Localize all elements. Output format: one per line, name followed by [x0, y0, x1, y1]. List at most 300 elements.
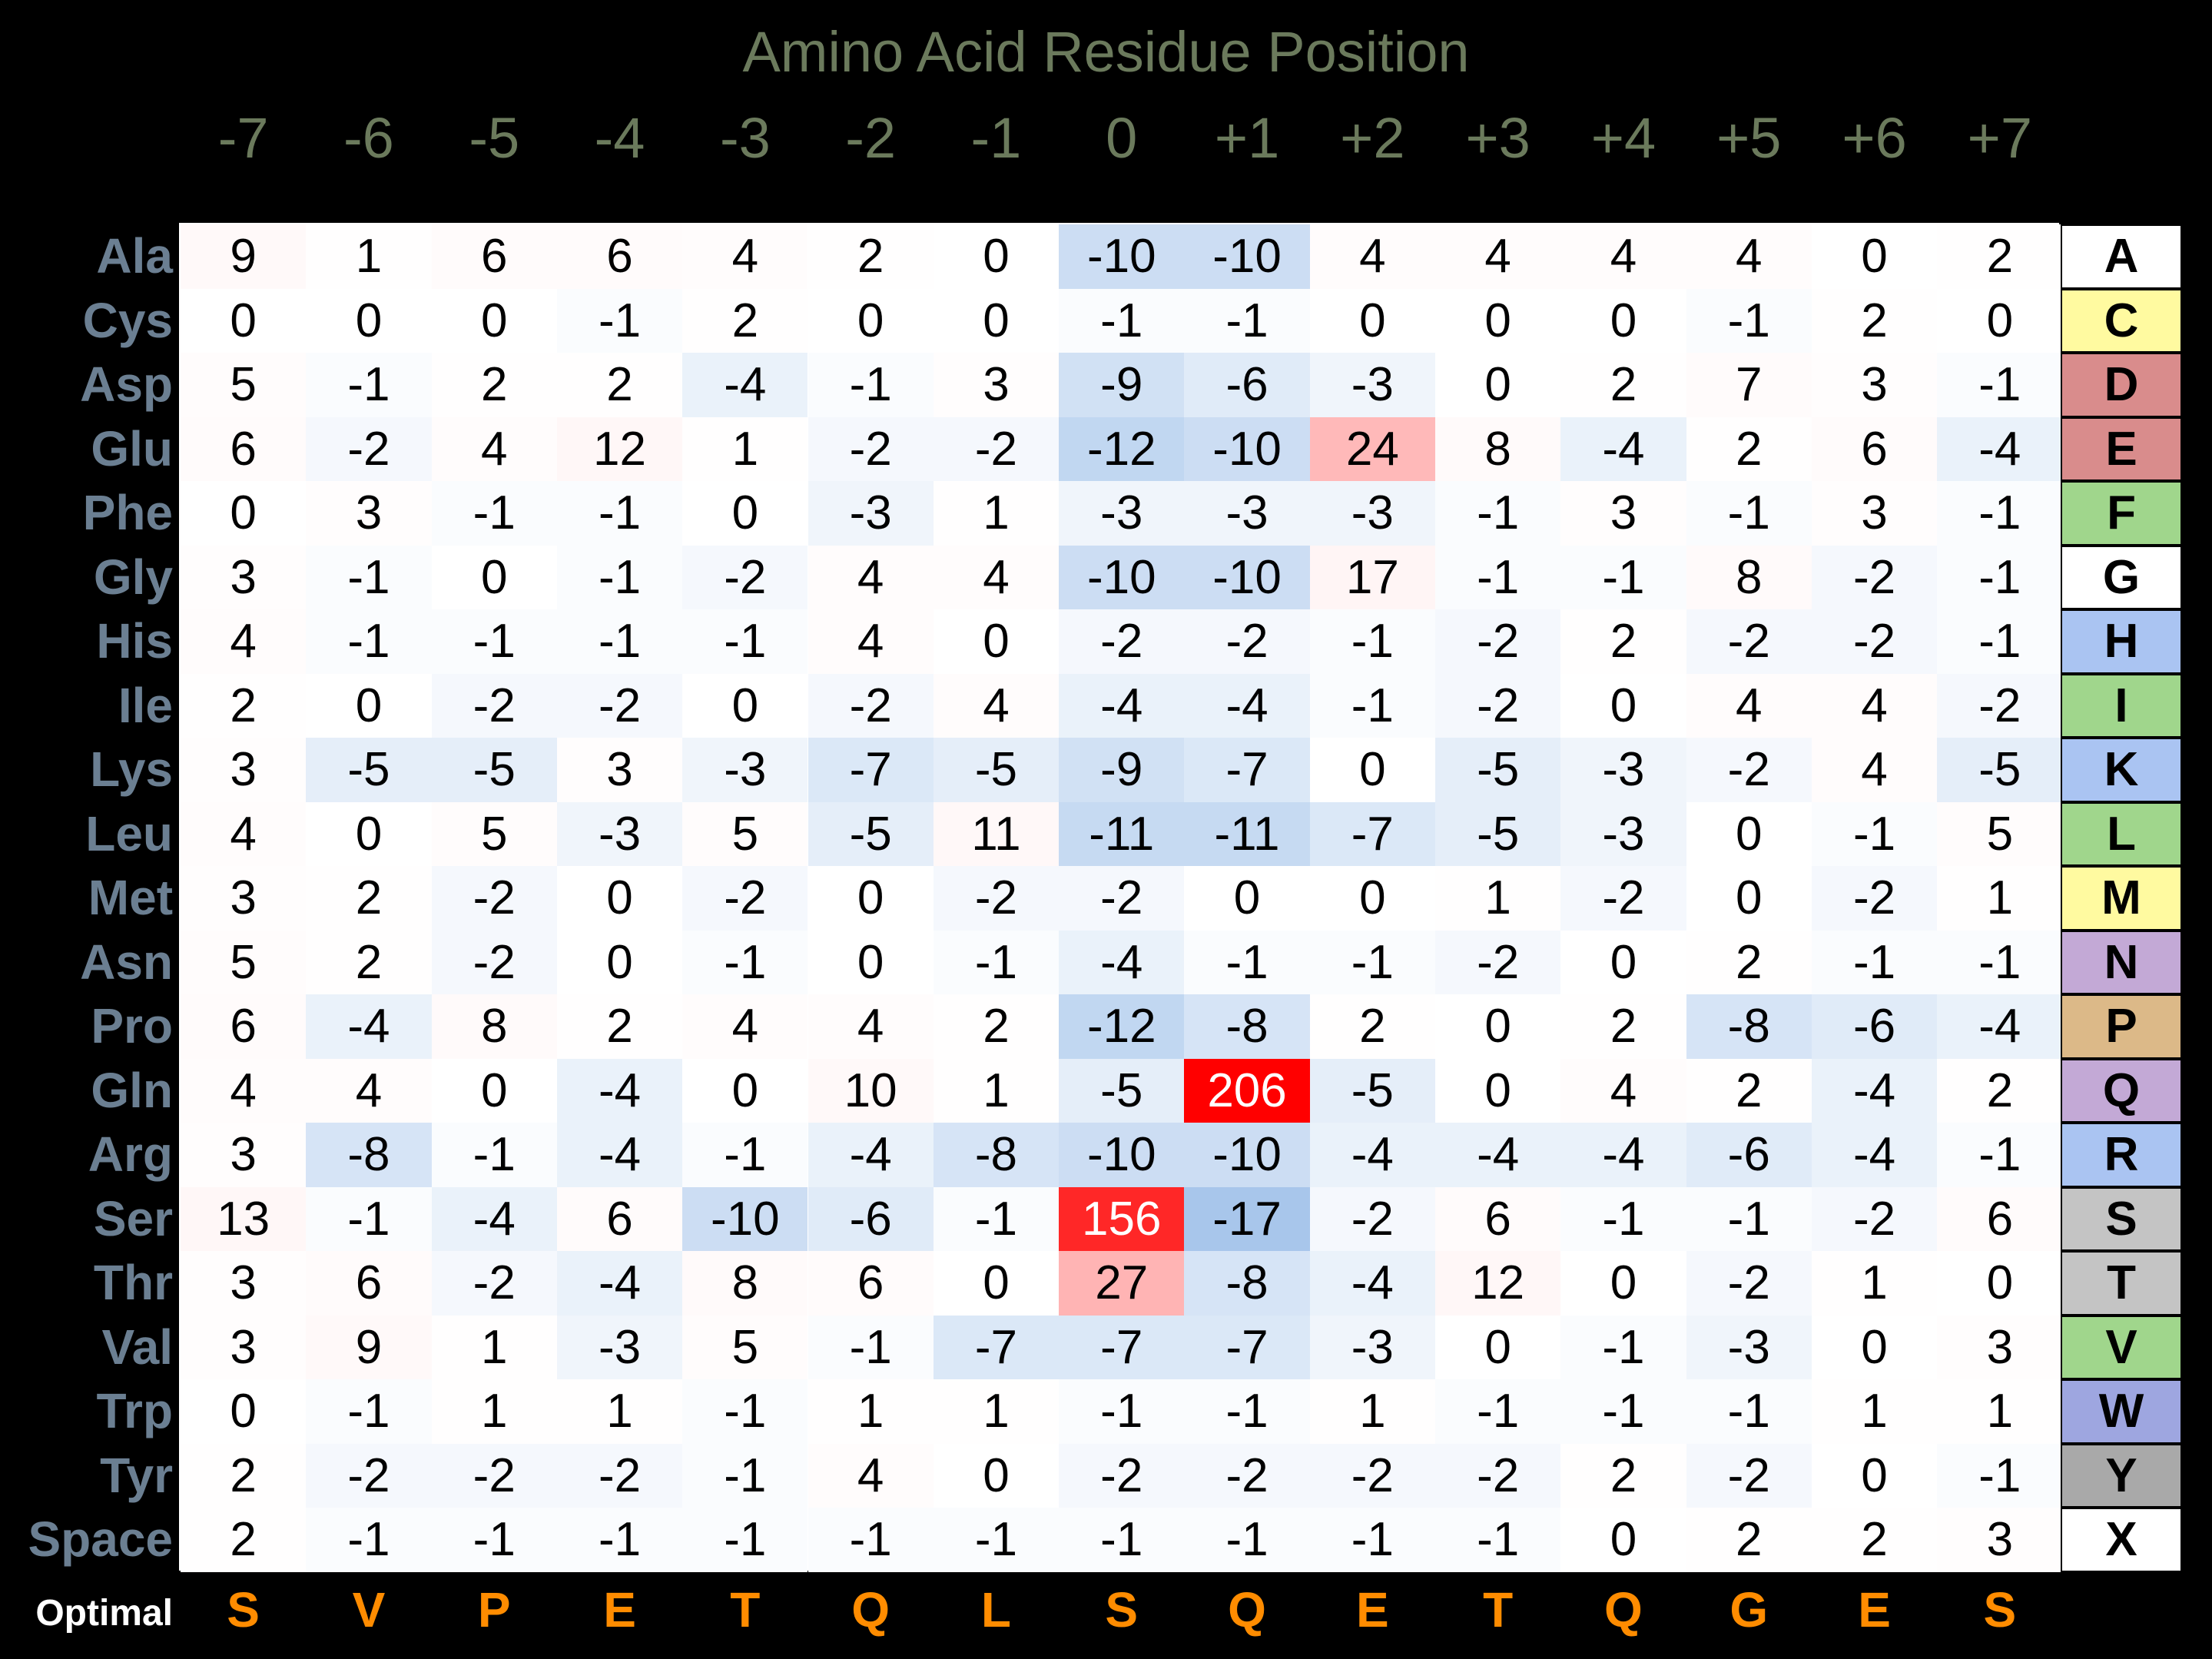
- heatmap-cell: -1: [682, 1444, 808, 1508]
- heatmap-cell: -5: [1435, 738, 1560, 802]
- residue-letter: H: [2061, 609, 2182, 674]
- heatmap-cell: -2: [306, 1444, 431, 1508]
- heatmap-cell: 2: [1812, 289, 1937, 353]
- heatmap-cell: 0: [1435, 1059, 1560, 1123]
- position-label: +6: [1842, 106, 1907, 170]
- heatmap-cell: -4: [1059, 674, 1184, 738]
- heatmap-cell: 0: [1435, 994, 1560, 1059]
- heatmap-cell: -12: [1059, 417, 1184, 482]
- heatmap-cell: -1: [1937, 353, 2062, 417]
- heatmap-cell: -1: [1435, 546, 1560, 610]
- heatmap-cell: -3: [557, 802, 682, 867]
- row-label: Gly: [93, 549, 173, 605]
- heatmap-cell: -4: [557, 1059, 682, 1123]
- residue-letter: G: [2061, 546, 2182, 610]
- heatmap-cell: 3: [1812, 353, 1937, 417]
- heatmap-cell: 4: [1812, 738, 1937, 802]
- heatmap-cell: -1: [557, 1508, 682, 1572]
- heatmap-cell: -1: [1686, 1379, 1812, 1444]
- heatmap-cell: -1: [306, 609, 431, 674]
- heatmap-cell: -1: [1310, 609, 1435, 674]
- residue-letter: A: [2061, 224, 2182, 289]
- heatmap-cell: -1: [1310, 931, 1435, 995]
- heatmap-cell: -9: [1059, 353, 1184, 417]
- heatmap-cell: 4: [934, 674, 1059, 738]
- heatmap-cell: 2: [1686, 417, 1812, 482]
- heatmap-cell: 0: [432, 546, 557, 610]
- optimal-residue: T: [730, 1582, 761, 1637]
- row-label: Lys: [90, 742, 173, 797]
- heatmap-cell: -9: [1059, 738, 1184, 802]
- chart-title: Amino Acid Residue Position: [742, 20, 1470, 84]
- heatmap-cell: -5: [1059, 1059, 1184, 1123]
- heatmap-cell: -3: [1310, 353, 1435, 417]
- heatmap-cell: -3: [1560, 802, 1686, 867]
- heatmap-cell: -2: [934, 417, 1059, 482]
- heatmap-cell: -6: [1686, 1123, 1812, 1187]
- heatmap-cell: -2: [1435, 931, 1560, 995]
- row-label: Ser: [93, 1190, 173, 1246]
- heatmap-cell: -2: [1812, 866, 1937, 931]
- heatmap-cell: 0: [181, 481, 306, 546]
- heatmap-cell: -2: [1310, 1444, 1435, 1508]
- residue-letter: D: [2061, 353, 2182, 417]
- heatmap-cell: -10: [1059, 1123, 1184, 1187]
- heatmap-cell: -4: [1812, 1123, 1937, 1187]
- heatmap-cell: -10: [1059, 546, 1184, 610]
- optimal-label: Optimal: [35, 1593, 173, 1634]
- heatmap-cell: -2: [432, 866, 557, 931]
- heatmap-cell: 0: [557, 931, 682, 995]
- heatmap-cell: 0: [432, 1059, 557, 1123]
- heatmap-cell: -17: [1184, 1187, 1309, 1252]
- heatmap-cell: 24: [1310, 417, 1435, 482]
- heatmap-cell: 1: [808, 1379, 934, 1444]
- heatmap-cell: -1: [432, 609, 557, 674]
- position-label: +1: [1214, 106, 1280, 170]
- position-label: +5: [1716, 106, 1782, 170]
- heatmap-cell: 0: [1937, 1251, 2062, 1316]
- heatmap-cell: 4: [1560, 224, 1686, 289]
- optimal-residue: T: [1483, 1582, 1514, 1637]
- heatmap-cell: 4: [808, 1444, 934, 1508]
- heatmap-cell: -8: [934, 1123, 1059, 1187]
- heatmap-cell: -8: [1184, 994, 1309, 1059]
- heatmap-cell: -1: [306, 1508, 431, 1572]
- residue-letter: L: [2061, 802, 2182, 867]
- heatmap-cell: -5: [1937, 738, 2062, 802]
- heatmap-cell: -1: [1184, 289, 1309, 353]
- heatmap-cell: -4: [557, 1251, 682, 1316]
- heatmap-cell: 27: [1059, 1251, 1184, 1316]
- residue-letter: Y: [2061, 1444, 2182, 1508]
- heatmap-cell: 1: [557, 1379, 682, 1444]
- heatmap-cell: 1: [934, 1059, 1059, 1123]
- heatmap-cell: -2: [682, 546, 808, 610]
- position-label: -6: [343, 106, 394, 170]
- heatmap-cell: -1: [682, 1123, 808, 1187]
- heatmap-cell: -1: [557, 481, 682, 546]
- heatmap-cell: -4: [1310, 1123, 1435, 1187]
- heatmap-cell: 0: [934, 289, 1059, 353]
- heatmap-cell: 17: [1310, 546, 1435, 610]
- heatmap-cell: -3: [1686, 1316, 1812, 1380]
- heatmap-cell: -2: [1435, 674, 1560, 738]
- heatmap-cell: -1: [306, 546, 431, 610]
- heatmap-cell: -10: [682, 1187, 808, 1252]
- heatmap-cell: -1: [1686, 1187, 1812, 1252]
- heatmap-cell: 2: [1937, 224, 2062, 289]
- heatmap-cell: 3: [1812, 481, 1937, 546]
- heatmap-cell: -2: [1812, 1187, 1937, 1252]
- heatmap-cell: 3: [181, 1123, 306, 1187]
- heatmap-cell: -1: [432, 1123, 557, 1187]
- heatmap-cell: 4: [682, 994, 808, 1059]
- heatmap-cell: -1: [1560, 1316, 1686, 1380]
- heatmap-cell: -3: [1560, 738, 1686, 802]
- residue-letter: T: [2061, 1251, 2182, 1316]
- heatmap-cell: -2: [934, 866, 1059, 931]
- heatmap-cell: 0: [557, 866, 682, 931]
- heatmap-cell: 4: [1310, 224, 1435, 289]
- position-label: +2: [1340, 106, 1405, 170]
- heatmap-cell: 6: [557, 224, 682, 289]
- heatmap-cell: 4: [181, 802, 306, 867]
- heatmap-cell: 8: [432, 994, 557, 1059]
- heatmap-cell: -1: [1937, 546, 2062, 610]
- heatmap-cell: 0: [1310, 289, 1435, 353]
- heatmap-cell: 0: [934, 1251, 1059, 1316]
- heatmap-cell: 0: [1937, 289, 2062, 353]
- heatmap-cell: 2: [682, 289, 808, 353]
- heatmap-cell: -8: [1686, 994, 1812, 1059]
- heatmap-cell: -1: [306, 1379, 431, 1444]
- heatmap-cell: 6: [181, 417, 306, 482]
- heatmap-cell: -7: [1310, 802, 1435, 867]
- heatmap-cell: 1: [1435, 866, 1560, 931]
- heatmap-cell: -2: [1184, 609, 1309, 674]
- heatmap-cell: 3: [181, 1316, 306, 1380]
- heatmap-cell: -3: [1310, 1316, 1435, 1380]
- residue-letter: V: [2061, 1316, 2182, 1380]
- heatmap-cell: -11: [1059, 802, 1184, 867]
- position-label: -3: [719, 106, 771, 170]
- heatmap-cell: -4: [1812, 1059, 1937, 1123]
- heatmap-cell: -1: [1686, 481, 1812, 546]
- heatmap-cell: -1: [1435, 1508, 1560, 1572]
- heatmap-cell: 0: [934, 1444, 1059, 1508]
- heatmap-cell: -1: [1059, 289, 1184, 353]
- heatmap-cell: 1: [1812, 1379, 1937, 1444]
- residue-letter: Q: [2061, 1059, 2182, 1123]
- heatmap-cell: 6: [1937, 1187, 2062, 1252]
- optimal-residue: S: [1983, 1582, 2017, 1637]
- optimal-residue: G: [1729, 1582, 1769, 1637]
- row-label: Phe: [82, 485, 173, 540]
- heatmap-cell: 1: [1937, 1379, 2062, 1444]
- heatmap-cell: -10: [1184, 1123, 1309, 1187]
- heatmap-cell: -3: [557, 1316, 682, 1380]
- heatmap-cell: 4: [1812, 674, 1937, 738]
- heatmap-cell: 6: [557, 1187, 682, 1252]
- heatmap-cell: -2: [1937, 674, 2062, 738]
- heatmap-cell: 2: [306, 866, 431, 931]
- heatmap-cell: -2: [432, 674, 557, 738]
- heatmap-cell: 206: [1184, 1059, 1309, 1123]
- optimal-residue: L: [980, 1582, 1011, 1637]
- heatmap-cell: -2: [1686, 609, 1812, 674]
- heatmap-cell: -1: [1310, 674, 1435, 738]
- residue-letter: M: [2061, 866, 2182, 931]
- residue-letter: P: [2061, 994, 2182, 1059]
- heatmap-cell: -2: [808, 674, 934, 738]
- heatmap-cell: -10: [1184, 417, 1309, 482]
- row-label: Val: [101, 1319, 173, 1375]
- heatmap-cell: 2: [557, 994, 682, 1059]
- row-label: His: [96, 613, 173, 669]
- heatmap-cell: 8: [1435, 417, 1560, 482]
- heatmap-cell: 6: [306, 1251, 431, 1316]
- heatmap-cell: -1: [557, 289, 682, 353]
- heatmap-cell: 3: [181, 1251, 306, 1316]
- heatmap-cell: 0: [1184, 866, 1309, 931]
- heatmap-cell: 3: [181, 738, 306, 802]
- heatmap-cell: 5: [682, 802, 808, 867]
- row-label: Glu: [91, 420, 173, 476]
- row-label: Gln: [91, 1062, 173, 1118]
- heatmap-cell: -11: [1184, 802, 1309, 867]
- heatmap-cell: -7: [1184, 738, 1309, 802]
- heatmap-cell: -3: [1184, 481, 1309, 546]
- row-label: Met: [88, 870, 173, 925]
- heatmap-cell: -4: [1435, 1123, 1560, 1187]
- row-label: Asn: [80, 934, 173, 990]
- heatmap-cell: 2: [1310, 994, 1435, 1059]
- heatmap-cell: -4: [1059, 931, 1184, 995]
- position-label: -5: [469, 106, 520, 170]
- heatmap-cell: 2: [1560, 609, 1686, 674]
- heatmap-cell: -1: [1937, 609, 2062, 674]
- heatmap-cell: 2: [557, 353, 682, 417]
- optimal-residue: S: [1105, 1582, 1139, 1637]
- heatmap-cell: 9: [181, 224, 306, 289]
- heatmap-cell: -1: [1435, 481, 1560, 546]
- heatmap-cell: 0: [808, 931, 934, 995]
- heatmap-cell: -1: [1812, 802, 1937, 867]
- heatmap-cell: -1: [1686, 289, 1812, 353]
- heatmap-cell: -1: [1560, 546, 1686, 610]
- heatmap-cell: -4: [1560, 1123, 1686, 1187]
- heatmap-cell: -4: [1560, 417, 1686, 482]
- heatmap-cell: 1: [682, 417, 808, 482]
- heatmap-cell: 1: [432, 1316, 557, 1380]
- heatmap-cell: 5: [1937, 802, 2062, 867]
- heatmap-cell: -1: [1937, 1123, 2062, 1187]
- heatmap-cell: 3: [1937, 1508, 2062, 1572]
- heatmap-cell: 4: [1686, 674, 1812, 738]
- heatmap-cell: -1: [1937, 931, 2062, 995]
- residue-letter: I: [2061, 674, 2182, 738]
- heatmap-cell: 2: [1937, 1059, 2062, 1123]
- heatmap-cell: -6: [1812, 994, 1937, 1059]
- heatmap-cell: 0: [1310, 866, 1435, 931]
- heatmap-cell: 1: [934, 481, 1059, 546]
- heatmap-cell: -3: [808, 481, 934, 546]
- heatmap-cell: 0: [1560, 1508, 1686, 1572]
- heatmap-cell: -1: [1184, 1379, 1309, 1444]
- heatmap-cell: -1: [808, 353, 934, 417]
- heatmap-cell: 2: [181, 674, 306, 738]
- heatmap-cell: 0: [1812, 1316, 1937, 1380]
- heatmap-cell: 10: [808, 1059, 934, 1123]
- heatmap-cell: 3: [1560, 481, 1686, 546]
- residue-letter: X: [2061, 1508, 2182, 1572]
- heatmap-cell: 1: [1310, 1379, 1435, 1444]
- heatmap-cell: -1: [1560, 1379, 1686, 1444]
- heatmap-cell: 2: [1560, 994, 1686, 1059]
- residue-letter: E: [2061, 417, 2182, 482]
- position-label: -4: [594, 106, 645, 170]
- heatmap-cell: 5: [181, 353, 306, 417]
- row-label: Ile: [118, 677, 173, 733]
- heatmap-cell: -2: [1059, 866, 1184, 931]
- heatmap-cell: -1: [1059, 1379, 1184, 1444]
- heatmap-cell: -10: [1184, 546, 1309, 610]
- heatmap-cell: -1: [306, 1187, 431, 1252]
- heatmap-cell: -4: [1184, 674, 1309, 738]
- heatmap-cell: -2: [432, 931, 557, 995]
- heatmap-cell: 0: [808, 866, 934, 931]
- optimal-residue: Q: [1604, 1582, 1643, 1637]
- heatmap-cell: -5: [1435, 802, 1560, 867]
- heatmap-cell: -8: [306, 1123, 431, 1187]
- heatmap-cell: -1: [934, 1187, 1059, 1252]
- heatmap-cell: 3: [1937, 1316, 2062, 1380]
- heatmap-cell: -1: [1435, 1379, 1560, 1444]
- heatmap-cell: 8: [682, 1251, 808, 1316]
- heatmap-cell: 0: [808, 289, 934, 353]
- row-label: Cys: [82, 292, 173, 348]
- optimal-residue: S: [227, 1582, 260, 1637]
- heatmap-cell: 1: [306, 224, 431, 289]
- heatmap-cell: 12: [1435, 1251, 1560, 1316]
- heatmap-cell: -1: [1560, 1187, 1686, 1252]
- heatmap-cell: -12: [1059, 994, 1184, 1059]
- heatmap-cell: 2: [1560, 353, 1686, 417]
- heatmap-cell: -1: [1059, 1508, 1184, 1572]
- row-label: Arg: [88, 1126, 173, 1182]
- heatmap-cell: 0: [1435, 289, 1560, 353]
- heatmap-cell: 3: [557, 738, 682, 802]
- optimal-residue: E: [1356, 1582, 1389, 1637]
- heatmap-cell: 6: [1812, 417, 1937, 482]
- heatmap-cell: 5: [432, 802, 557, 867]
- heatmap-cell: 7: [1686, 353, 1812, 417]
- optimal-residue: E: [1858, 1582, 1891, 1637]
- heatmap-cell: 4: [808, 609, 934, 674]
- heatmap-cell: 0: [1560, 289, 1686, 353]
- heatmap-cell: 0: [682, 481, 808, 546]
- heatmap-cell: -1: [1184, 931, 1309, 995]
- residue-letter: F: [2061, 481, 2182, 546]
- optimal-residue: Q: [1228, 1582, 1266, 1637]
- heatmap-cell: -3: [682, 738, 808, 802]
- row-label: Space: [28, 1511, 173, 1567]
- heatmap-cell: -1: [808, 1316, 934, 1380]
- heatmap-cell: -2: [1184, 1444, 1309, 1508]
- heatmap-cell: 2: [934, 994, 1059, 1059]
- heatmap-cell: -1: [682, 1379, 808, 1444]
- heatmap-cell: -2: [1310, 1187, 1435, 1252]
- heatmap-cell: -2: [557, 1444, 682, 1508]
- heatmap-cell: 0: [1686, 802, 1812, 867]
- heatmap-cell: 4: [1435, 224, 1560, 289]
- heatmap-cell: 0: [682, 1059, 808, 1123]
- position-label: +4: [1590, 106, 1657, 170]
- heatmap-cell: 0: [682, 674, 808, 738]
- position-label: -7: [217, 106, 269, 170]
- heatmap-cell: 3: [181, 866, 306, 931]
- heatmap-cell: -1: [306, 353, 431, 417]
- heatmap-cell: 5: [682, 1316, 808, 1380]
- heatmap-cell: 6: [1435, 1187, 1560, 1252]
- position-label: -2: [845, 106, 897, 170]
- heatmap-cell: -2: [1812, 609, 1937, 674]
- heatmap-cell: 0: [181, 1379, 306, 1444]
- heatmap-cell: -1: [432, 481, 557, 546]
- heatmap-cell: 2: [181, 1444, 306, 1508]
- heatmap-cell: 0: [1686, 866, 1812, 931]
- heatmap-cell: -5: [808, 802, 934, 867]
- heatmap-cell: 2: [1560, 1444, 1686, 1508]
- heatmap-cell: 0: [934, 609, 1059, 674]
- heatmap-cell: -2: [432, 1251, 557, 1316]
- heatmap-cell: 2: [181, 1508, 306, 1572]
- heatmap-cell: 6: [181, 994, 306, 1059]
- row-label: Pro: [91, 998, 173, 1053]
- heatmap-cell: -1: [1184, 1508, 1309, 1572]
- heatmap-cell: -5: [934, 738, 1059, 802]
- optimal-residue: P: [477, 1582, 511, 1637]
- heatmap-cell: 0: [306, 289, 431, 353]
- heatmap-cell: -1: [682, 609, 808, 674]
- optimal-residue: Q: [851, 1582, 890, 1637]
- heatmap-cell: 9: [306, 1316, 431, 1380]
- heatmap-cell: -2: [682, 866, 808, 931]
- heatmap-cell: 0: [1560, 931, 1686, 995]
- heatmap-cell: -1: [557, 609, 682, 674]
- heatmap-cell: 4: [181, 1059, 306, 1123]
- heatmap-cell: -10: [1184, 224, 1309, 289]
- heatmap-cell: -1: [557, 546, 682, 610]
- heatmap-cell: 11: [934, 802, 1059, 867]
- heatmap-cell: -2: [1435, 609, 1560, 674]
- row-label: Tyr: [100, 1447, 173, 1503]
- row-label: Thr: [93, 1255, 173, 1310]
- heatmap-cell: -4: [1937, 994, 2062, 1059]
- heatmap-cell: -2: [1686, 738, 1812, 802]
- residue-letter: R: [2061, 1123, 2182, 1187]
- heatmap-cell: 1: [1812, 1251, 1937, 1316]
- heatmap-cell: 12: [557, 417, 682, 482]
- heatmap-cell: -6: [808, 1187, 934, 1252]
- heatmap-cell: -5: [432, 738, 557, 802]
- heatmap-cell: 4: [682, 224, 808, 289]
- heatmap-cell: -5: [306, 738, 431, 802]
- heatmap-cell: -1: [1812, 931, 1937, 995]
- heatmap-cell: 2: [306, 931, 431, 995]
- heatmap-cell: 0: [1812, 1444, 1937, 1508]
